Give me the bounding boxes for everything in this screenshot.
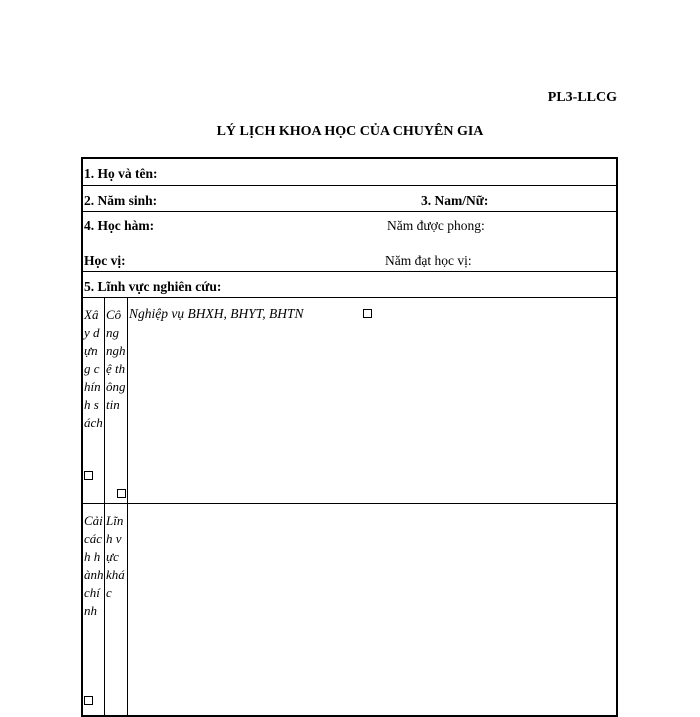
research-field-grid bbox=[83, 298, 616, 715]
rank-year-label: Năm được phong: bbox=[387, 218, 485, 233]
row-birth-gender bbox=[83, 186, 616, 212]
field-policy-checkbox[interactable] bbox=[84, 471, 93, 480]
grid-column-divider-2 bbox=[127, 298, 128, 715]
grid-column-divider-1 bbox=[104, 298, 105, 715]
academic-rank-label: 4. Học hàm: bbox=[84, 218, 155, 233]
field-admin-reform-checkbox[interactable] bbox=[84, 696, 93, 705]
field-insurance-label: Nghiệp vụ BHXH, BHYT, BHTN bbox=[129, 306, 304, 321]
field-admin-reform-label: Cải cách hành chính bbox=[84, 513, 104, 618]
research-field-label: 5. Lĩnh vực nghiên cứu: bbox=[84, 279, 222, 294]
degree-label: Học vị: bbox=[84, 253, 126, 268]
gender-label: 3. Nam/Nữ: bbox=[421, 193, 489, 208]
field-other-label: Lĩnh vực khác bbox=[106, 513, 125, 600]
field-it-checkbox[interactable] bbox=[117, 489, 126, 498]
row-academic bbox=[83, 212, 616, 272]
name-label: 1. Họ và tên: bbox=[84, 166, 158, 181]
document-title: LÝ LỊCH KHOA HỌC CỦA CHUYÊN GIA bbox=[216, 124, 484, 139]
degree-year-label: Năm đạt học vị: bbox=[385, 253, 472, 268]
field-it-label: Công nghệ thông tin bbox=[106, 307, 126, 412]
document-code: PL3-LLCG bbox=[547, 90, 617, 105]
field-insurance-checkbox[interactable] bbox=[363, 309, 372, 318]
cv-form-table bbox=[81, 157, 618, 717]
row-research-field bbox=[83, 272, 616, 298]
birth-year-label: 2. Năm sinh: bbox=[84, 193, 158, 208]
row-name bbox=[83, 159, 616, 186]
field-policy-label: Xây dựng chính sách bbox=[84, 307, 103, 430]
grid-row-divider bbox=[83, 503, 616, 504]
